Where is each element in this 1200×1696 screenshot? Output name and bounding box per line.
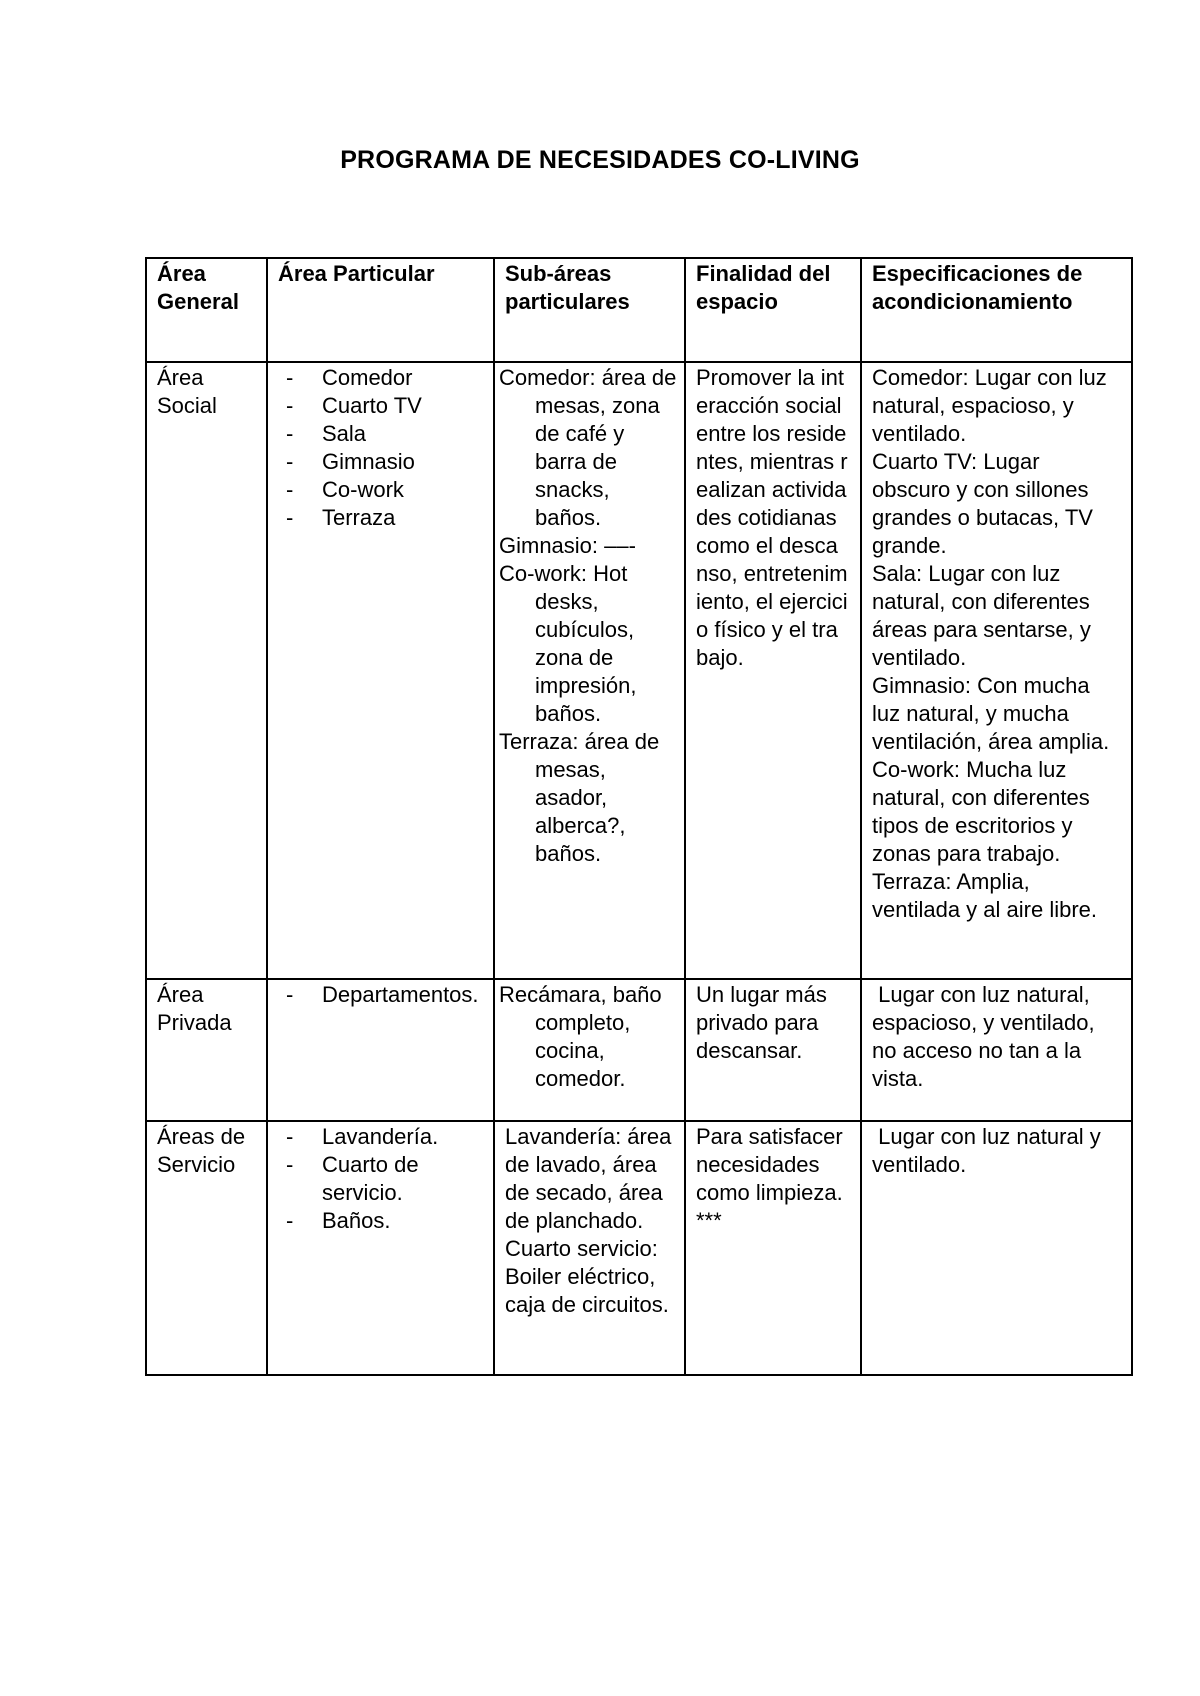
list-item: - Baños.: [286, 1207, 483, 1235]
header-cell: [146, 258, 267, 362]
list-item: - Departamentos.: [286, 981, 483, 1009]
header-sub-areas: Sub-áreas particulares: [505, 261, 630, 314]
list-item: - Gimnasio: [286, 448, 483, 476]
finalidad-text: Promover la interacción social entre los residentes, mientras realizan actividades cotidianas como el descanso, entretenimiento, el ejercicio físico y el trabajo.: [696, 365, 848, 670]
particular-list: [268, 981, 483, 1009]
list-item: - Lavandería.: [286, 1123, 483, 1151]
spec-text: Co-work: Mucha luz natural, con diferentes tipos de escritorios y zonas para trabajo.: [872, 757, 1090, 866]
subarea-text: Terraza: área de mesas, asador, alberca?, baños.: [499, 729, 660, 866]
subarea-text: Co-work: Hot desks, cubículos, zona de impresión, baños.: [499, 561, 637, 726]
subarea-text: Lavandería: área de lavado, área de secado, área de planchado.: [505, 1124, 672, 1233]
table-cell: [267, 362, 494, 979]
table-cell: [861, 362, 1132, 979]
area-general: Área Privada: [157, 982, 232, 1035]
table-cell: [685, 362, 861, 979]
list-item: - Terraza: [286, 504, 483, 532]
table-header-row: [146, 258, 1132, 362]
table-row: [146, 362, 1132, 979]
table-row: [146, 979, 1132, 1121]
finalidad-text: Un lugar más privado para descansar.: [696, 982, 827, 1063]
area-general: Área Social: [157, 365, 217, 418]
header-cell: [861, 258, 1132, 362]
subarea-text: Gimnasio: ––-: [499, 533, 636, 558]
spec-text: Cuarto TV: Lugar obscuro y con sillones grandes o butacas, TV grande.: [872, 449, 1093, 558]
table-cell: [861, 979, 1132, 1121]
table-row: [146, 1121, 1132, 1375]
table-cell: [494, 979, 685, 1121]
table-cell: [494, 362, 685, 979]
header-especificaciones: Especificaciones de acondicionamiento: [872, 261, 1083, 314]
particular-list: [268, 364, 483, 532]
spec-text: Comedor: Lugar con luz natural, espacioso, y ventilado.: [872, 365, 1107, 446]
header-cell: [267, 258, 494, 362]
list-item: - Sala: [286, 420, 483, 448]
table-cell: [685, 1121, 861, 1375]
spec-text: Sala: Lugar con luz natural, con diferentes áreas para sentarse, y ventilado.: [872, 561, 1091, 670]
subarea-text: Comedor: área de mesas, zona de café y barra de snacks, baños.: [499, 365, 677, 530]
header-cell: [685, 258, 861, 362]
header-area-particular: Área Particular: [278, 261, 435, 286]
spec-text: Lugar con luz natural, espacioso, y ventilado, no acceso no tan a la vista.: [872, 982, 1101, 1091]
spec-text: Gimnasio: Con mucha luz natural, y mucha ventilación, área amplia.: [872, 673, 1110, 754]
spec-text: Terraza: Amplia, ventilada y al aire libre.: [872, 869, 1098, 922]
table-cell: [267, 1121, 494, 1375]
header-cell: [494, 258, 685, 362]
table-cell: [146, 1121, 267, 1375]
header-area-general: Área General: [157, 261, 239, 314]
area-general: Áreas de Servicio: [157, 1124, 246, 1177]
list-item: - Co-work: [286, 476, 483, 504]
header-finalidad: Finalidad del espacio: [696, 261, 831, 314]
table-cell: [146, 979, 267, 1121]
page-title: PROGRAMA DE NECESIDADES CO-LIVING: [340, 146, 860, 174]
list-item: - Cuarto TV: [286, 392, 483, 420]
subarea-text: Recámara, baño completo, cocina, comedor.: [499, 982, 662, 1091]
finalidad-text: Para satisfacer necesidades como limpieza. ***: [696, 1124, 843, 1233]
list-item: - Cuarto de servicio.: [286, 1151, 483, 1207]
table-cell: [146, 362, 267, 979]
table-cell: [494, 1121, 685, 1375]
spec-text: Lugar con luz natural y ventilado.: [872, 1124, 1107, 1177]
table-cell: [685, 979, 861, 1121]
list-item: - Comedor: [286, 364, 483, 392]
table-cell: [267, 979, 494, 1121]
particular-list: [268, 1123, 483, 1235]
table-cell: [861, 1121, 1132, 1375]
subarea-text: Cuarto servicio: Boiler eléctrico, caja de circuitos.: [505, 1236, 669, 1317]
needs-program-table: [145, 257, 1133, 1376]
